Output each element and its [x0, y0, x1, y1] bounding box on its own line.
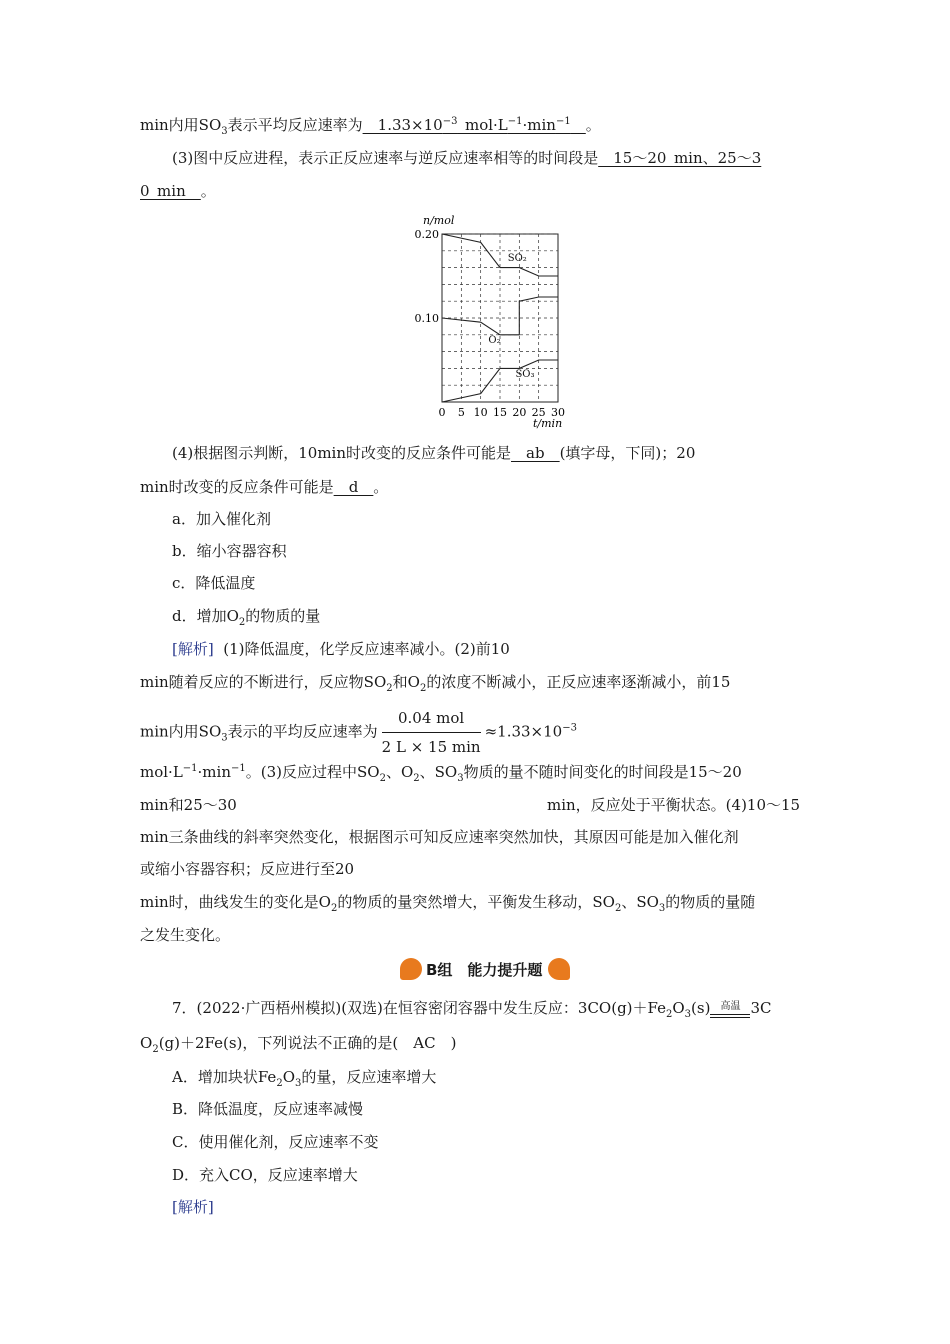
- option-A: [172, 1066, 436, 1088]
- text-line: [140, 114, 601, 136]
- question-7-cont: [140, 1032, 456, 1054]
- y-tick-label: 0.10: [414, 312, 439, 325]
- option-a: a．加入催化剂: [172, 510, 271, 528]
- chart-grid: [442, 234, 558, 402]
- x-tick-label: 15: [493, 406, 507, 419]
- subscript: 2: [379, 773, 386, 784]
- text: A．增加块状Fe: [172, 1068, 277, 1086]
- text: ·min: [522, 116, 556, 134]
- text: 表示平均反应速率为: [227, 116, 363, 134]
- text: (s): [691, 999, 711, 1017]
- fraction-denominator: 2 L × 15 min: [381, 738, 481, 756]
- text-line: [140, 180, 216, 202]
- mole-time-chart: [405, 212, 605, 432]
- superscript: −1: [230, 763, 246, 774]
- text: 的浓度不断减小，正反应速率逐渐减小，前15: [426, 673, 731, 691]
- answer-blank: __15～20_min、25～3: [598, 149, 762, 167]
- x-tick-label: 25: [531, 406, 546, 419]
- option-b: b．缩小容器容积: [172, 542, 287, 560]
- text: mol·L: [140, 763, 183, 781]
- analysis-line: 之发生变化。: [140, 926, 231, 944]
- subscript: 2: [413, 773, 420, 784]
- option-d: [172, 605, 320, 627]
- analysis-line: [140, 761, 742, 783]
- x-tick-label: 30: [551, 406, 565, 419]
- fraction: [382, 706, 481, 759]
- y-tick-label: 0.20: [414, 228, 439, 241]
- superscript: −3: [562, 722, 577, 734]
- equal-sign: [710, 1014, 750, 1018]
- analysis-line: [140, 891, 755, 913]
- text: __1.33×10: [362, 116, 443, 134]
- x-tick-label: 10: [473, 406, 488, 419]
- analysis-label: [解析]: [172, 640, 214, 658]
- text: 物质的量不随时间变化的时间段是15～20: [463, 763, 742, 781]
- text: 的量，反应速率增大: [301, 1068, 437, 1086]
- text: 表示的平均反应速率为: [227, 722, 378, 741]
- condition-label: 高温: [720, 1000, 741, 1012]
- analysis-line: min，反应处于平衡状态。(4)10～15: [547, 796, 801, 814]
- text: 、SO: [419, 763, 458, 781]
- series-label-o2: O₂: [488, 335, 501, 347]
- text: 。: [585, 116, 601, 134]
- analysis-line: 或缩小容器容积；反应进行至20: [140, 860, 355, 878]
- text: __: [570, 116, 586, 134]
- subscript: 3: [295, 1078, 302, 1089]
- subscript: 2: [330, 903, 338, 914]
- text: 和O: [392, 673, 420, 691]
- subscript: 2: [386, 683, 393, 694]
- text: (3)图中反应进程，表示正反应速率与逆反应速率相等的时间段是: [172, 149, 599, 167]
- option-D: D．充入CO，反应速率增大: [172, 1166, 358, 1184]
- option-c: c．降低温度: [172, 574, 256, 592]
- quote-right-icon: [548, 958, 570, 980]
- text: (g)＋2Fe(s)，下列说法不正确的是( AC ): [158, 1034, 457, 1052]
- subscript: 2: [665, 1009, 673, 1020]
- text: 的物质的量随: [665, 893, 756, 911]
- x-axis-label: t/min: [533, 417, 563, 430]
- text: 、SO: [621, 893, 659, 911]
- subscript: 2: [276, 1078, 283, 1089]
- text: O: [140, 1034, 153, 1052]
- text: 7．(2022·广西梧州模拟)(双选)在恒容密闭容器中发生反应：3CO(g)＋Fe: [172, 999, 666, 1017]
- analysis-line: [140, 706, 577, 759]
- reaction-condition: [710, 1001, 750, 1018]
- subscript: 2: [238, 617, 246, 628]
- subscript: 3: [658, 903, 666, 914]
- analysis-line: [140, 671, 730, 693]
- option-C: C．使用催化剂，反应速率不变: [172, 1133, 379, 1151]
- x-tick-label: 20: [512, 406, 527, 419]
- superscript: −1: [182, 763, 198, 774]
- text: d．增加O: [172, 607, 239, 625]
- series-label-so3: SO₃: [515, 368, 535, 380]
- text: 。(3)反应过程中SO: [245, 763, 380, 781]
- analysis-label: [解析]: [172, 1198, 214, 1216]
- y-axis-label: n/mol: [423, 214, 455, 227]
- text: ·min: [197, 763, 231, 781]
- text: (4)根据图示判断，10min时改变的反应条件可能是: [172, 444, 512, 462]
- superscript: −1: [507, 116, 523, 127]
- x-tick-label: 5: [457, 406, 465, 419]
- superscript: −1: [555, 116, 571, 127]
- text: O: [282, 1068, 295, 1086]
- text: (1)降低温度，化学反应速率减小。(2)前10: [223, 640, 510, 658]
- text-line: [172, 147, 761, 169]
- text: 。: [373, 478, 389, 496]
- chart-ticks: [415, 228, 566, 419]
- section-banner: [400, 956, 570, 982]
- analysis-line: min和25～30: [140, 796, 237, 814]
- answer-blank: __ab__: [511, 444, 560, 462]
- analysis-line: [172, 638, 510, 660]
- subscript: 3: [221, 732, 228, 744]
- question-7: [172, 995, 771, 1021]
- text: min时，曲线发生的变化是O: [140, 893, 331, 911]
- x-tick-label: 0: [438, 406, 446, 419]
- text-line: [140, 476, 388, 498]
- text: ≈1.33×10: [484, 722, 563, 741]
- fraction-numerator: 0.04 mol: [382, 706, 481, 733]
- text: 。: [200, 182, 216, 200]
- text: 3C: [750, 999, 772, 1017]
- subscript: 2: [419, 683, 427, 694]
- text: min时改变的反应条件可能是: [140, 478, 334, 496]
- superscript: −3: [442, 116, 458, 127]
- text: min内用SO: [140, 116, 222, 134]
- text: _mol·L: [457, 116, 508, 134]
- answer-blank: __d__: [333, 478, 374, 496]
- option-B: B．降低温度，反应速率减慢: [172, 1100, 364, 1118]
- subscript: 3: [457, 773, 464, 784]
- text: 的物质的量突然增大，平衡发生移动，SO: [337, 893, 615, 911]
- text: (填字母，下同)；20: [559, 444, 696, 462]
- analysis-line: min三条曲线的斜率突然变化，根据图示可知反应速率突然加快，其原因可能是加入催化剂: [140, 828, 739, 846]
- subscript: 2: [152, 1044, 159, 1055]
- text-line: [172, 442, 695, 464]
- text: 的物质的量: [245, 607, 321, 625]
- answer-blank: 0_min__: [140, 182, 201, 200]
- text: O: [672, 999, 685, 1017]
- text: min随着反应的不断进行，反应物SO: [140, 673, 387, 691]
- text: 、O: [385, 763, 414, 781]
- series-label-so2: SO₂: [507, 252, 527, 264]
- text: min内用SO: [140, 722, 222, 741]
- subscript: 3: [221, 126, 228, 137]
- answer-blank: [363, 116, 586, 134]
- section-title: B组 能力提升题: [426, 960, 543, 979]
- quote-left-icon: [400, 958, 422, 980]
- subscript: 3: [684, 1009, 692, 1020]
- subscript: 2: [614, 903, 622, 914]
